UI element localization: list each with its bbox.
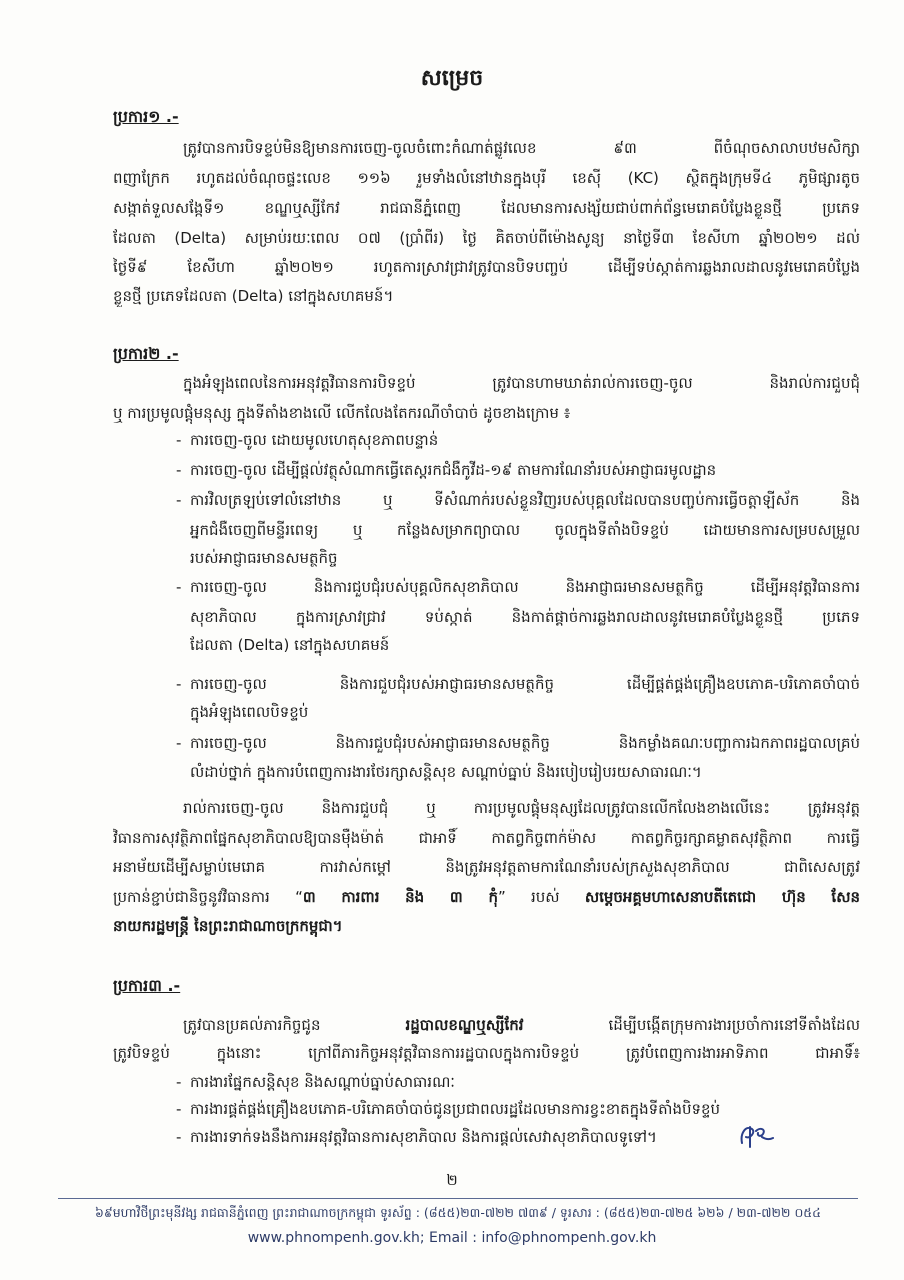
footer-divider — [58, 1198, 858, 1199]
article-1-line: ពញាក្រែក រហូតដល់ចំណុចផ្ទះលេខ ១១៦ រួមទាំងលំនៅឋានក្នុងបុរី ខេស៊ី (KC) ស្ថិតក្នុងក្រុមទី៤ ភូមិផ្សារតូច — [113, 169, 860, 187]
motto-text: ៣ ការពារ និង ៣ កុំ — [302, 888, 498, 906]
article-2-intro-line: ក្នុងអំឡុងពេលនៃការអនុវត្តវិធានការបិទខ្ទប់ ត្រូវបានហាមឃាត់រាល់ការចេញ-ចូល និងរាល់ការជួបជុំ — [183, 374, 860, 392]
footer-website-email: www.phnompenh.gov.kh; Email : info@phnompenh.gov.kh — [247, 1230, 657, 1246]
task-list-item: ការងារផ្នែកសន្តិសុខ និងសណ្តាប់ធ្នាប់សាធារណៈ — [190, 1073, 455, 1091]
article-1-line: ដែលតា (Delta) សម្រាប់រយៈពេល ០៧ (ប្រាំពីរ) ថ្ងៃ គិតចាប់ពីម៉ោងសូន្យ នាថ្ងៃទី៣ ខែសីហា ឆ្នាំ២០២១ ដល់ — [113, 229, 860, 247]
exception-list-item: ការចេញ-ចូល និងការជួបជុំរបស់អាជ្ញាធរមានសមត្ថកិច្ច ដើម្បីផ្គត់ផ្គង់គ្រឿងឧបភោគ-បរិភោគចាំបាច់ — [190, 675, 860, 693]
exception-list-item-continued: ដែលតា (Delta) នៅក្នុងសហគមន៍ — [190, 636, 390, 654]
exception-list-item-continued: លំដាប់ថ្នាក់ ក្នុងការបំពេញការងារថែរក្សាសន្តិសុខ សណ្តាប់ធ្នាប់ និងរបៀបរៀបរយសាធារណៈ។ — [190, 763, 702, 781]
bullet-marker: - — [176, 1128, 182, 1146]
exception-list-item: ការចេញ-ចូល និងការជួបជុំរបស់អាជ្ញាធរមានសមត្ថកិច្ច និងកម្លាំងគណៈបញ្ជាការឯកភាពរដ្ឋបាលគ្រប់ — [190, 734, 860, 752]
article-2-closing-line: រាល់ការចេញ-ចូល និងការជួបជុំ ឬ ការប្រមូលផ្តុំមនុស្សដែលត្រូវបានលើកលែងខាងលើនេះ ត្រូវអនុវត្ត — [183, 799, 860, 817]
article-3-line: ត្រូវបិទខ្ទប់ ក្នុងនោះ ក្រៅពីភារកិច្ចអនុវត្តវិធានការរដ្ឋបាលក្នុងការបិទខ្ទប់ ត្រូវបំពេញការងារអាទិភាព ជាអាទិ៍៖ — [113, 1044, 860, 1062]
article-2-closing-line — [113, 886, 860, 908]
prime-minister-name: សម្តេចអគ្គមហាសេនាបតីតេជោ ហ៊ុន សែន — [584, 888, 860, 906]
exception-list-item: ការវិលត្រឡប់ទៅលំនៅឋាន ឬ ទីសំណាក់របស់ខ្លួនវិញរបស់បុគ្គលដែលបានបញ្ចប់ការធ្វើចត្តាឡីស័ក និង — [190, 491, 860, 509]
article-2-closing-line: វិធានការសុវត្ថិភាពផ្នែកសុខាភិបាលឱ្យបានម៉ឺងម៉ាត់ ជាអាទិ៍ កាតព្វកិច្ចពាក់ម៉ាស កាតព្វកិច្ចរក្សាគម្លាតសុវត្ថិភាព ការធ្វើ — [113, 829, 860, 847]
bullet-marker: - — [176, 675, 182, 693]
article-2-heading: ប្រការ២ .- — [113, 344, 179, 363]
article-1-line: ខ្លួនថ្មី ប្រភេទដែលតា (Delta) នៅក្នុងសហគមន៍។ — [113, 287, 394, 305]
bullet-marker: - — [176, 578, 182, 596]
bullet-marker: - — [176, 431, 182, 449]
exception-list-item-continued: សុខាភិបាល ក្នុងការស្រាវជ្រាវ ទប់ស្កាត់ និងកាត់ផ្តាច់ការឆ្លងរាលដាលនូវមេរោគបំប្លែងខ្លួនថ្មី ប្រភេទ — [190, 608, 860, 626]
footer-address: ៦៩មហាវិថីព្រះមុនីវង្ស រាជធានីភ្នំពេញ ព្រះរាជាណាចក្រកម្ពុជា ទូរស័ព្ទ : (៨៥៥)២៣-៧២២ ៧៣៩ / ទូរសារ : (៨៥៥)២៣-៧២៥ ៦២៦ / ២៣-៧២២ ០៥៤ — [95, 1205, 821, 1220]
bullet-marker: - — [176, 1073, 182, 1091]
article-3-text: ដើម្បីបង្កើតក្រុមការងារប្រចាំការនៅទីតាំងដែល — [523, 1016, 860, 1034]
article-3-line — [183, 1014, 860, 1036]
district-administration: រដ្ឋបាលខណ្ឌឬស្សីកែវ — [405, 1016, 524, 1034]
bullet-marker: - — [176, 461, 182, 479]
task-list-item: ការងារទាក់ទងនឹងការអនុវត្តវិធានការសុខាភិបាល និងការផ្តល់សេវាសុខាភិបាលទូទៅ។ — [190, 1128, 657, 1146]
article-2-closing-line: អនាម័យដើម្បីសម្លាប់មេរោគ ការវាស់កម្ដៅ និងត្រូវអនុវត្តតាមការណែនាំរបស់ក្រសួងសុខាភិបាល ជាពិសេសត្រូវ — [113, 858, 860, 876]
prime-minister-title: នាយករដ្ឋមន្ត្រី នៃព្រះរាជាណាចក្រកម្ពុជា។ — [113, 917, 343, 935]
closing-text: ប្រកាន់ខ្ជាប់ជានិច្ចនូវវិធានការ “ — [113, 888, 303, 906]
bullet-marker: - — [176, 1100, 182, 1118]
article-1-line: ថ្ងៃទី៩ ខែសីហា ឆ្នាំ២០២១ រហូតការស្រាវជ្រាវត្រូវបានបិទបញ្ចប់ ដើម្បីទប់ស្កាត់ការឆ្លងរាលដាលនូវមេរោគបំប្លែង — [113, 258, 860, 276]
page-number: ២ — [446, 1171, 458, 1189]
article-1-heading: ប្រការ១ .- — [113, 107, 179, 126]
article-1-line: ត្រូវបានការបិទខ្ទប់មិនឱ្យមានការចេញ-ចូលចំពោះកំណាត់ផ្លូវលេខ ៩៣ ពីចំណុចសាលាបឋមសិក្សា — [183, 139, 860, 157]
exception-list-item: ការចេញ-ចូល និងការជួបជុំរបស់បុគ្គលិកសុខាភិបាល និងអាជ្ញាធរមានសមត្ថកិច្ច ដើម្បីអនុវត្តវិធានការ — [190, 578, 860, 596]
article-3-text: ត្រូវបានប្រគល់ភារកិច្ចជូន — [183, 1016, 406, 1034]
closing-text: ” របស់ — [497, 888, 585, 906]
exception-list-item: ការចេញ-ចូល ដើម្បីផ្តល់វត្ថុសំណាកធ្វើតេស្តរកជំងឺកូវីដ-១៩ តាមការណែនាំរបស់អាជ្ញាធរមូលដ្ឋាន — [190, 461, 717, 479]
article-1-line: សង្កាត់ទួលសង្កែទី១ ខណ្ឌឬស្សីកែវ រាជធានីភ្នំពេញ ដែលមានការសង្ស័យជាប់ពាក់ព័ន្ធមេរោគបំប្លែងខ្លួនថ្មី ប្រភេទ — [113, 199, 860, 217]
exception-list-item-continued: របស់អាជ្ញាធរមានសមត្ថកិច្ច — [190, 549, 338, 567]
handwritten-initials — [736, 1121, 776, 1149]
bullet-marker: - — [176, 734, 182, 752]
article-2-intro-line: ឬ ការប្រមូលផ្តុំមនុស្ស ក្នុងទីតាំងខាងលើ លើកលែងតែករណីចាំបាច់ ដូចខាងក្រោម ៖ — [113, 404, 571, 422]
exception-list-item-continued: ក្នុងអំឡុងពេលបិទខ្ទប់ — [190, 703, 309, 721]
document-title: សម្រេច — [420, 66, 484, 91]
exception-list-item: ការចេញ-ចូល ដោយមូលហេតុសុខភាពបន្ទាន់ — [190, 431, 439, 449]
exception-list-item-continued: អ្នកជំងឺចេញពីមន្ទីរពេទ្យ ឬ កន្លែងសម្រាកព្យាបាល ចូលក្នុងទីតាំងបិទខ្ទប់ ដោយមានការសម្របសម្រួល — [190, 521, 860, 539]
task-list-item: ការងារផ្គត់ផ្គង់គ្រឿងឧបភោគ-បរិភោគចាំបាច់ជូនប្រជាពលរដ្ឋដែលមានការខ្វះខាតក្នុងទីតាំងបិទខ្ទប់ — [190, 1100, 721, 1118]
bullet-marker: - — [176, 491, 182, 509]
article-3-heading: ប្រការ៣ .- — [113, 976, 181, 995]
